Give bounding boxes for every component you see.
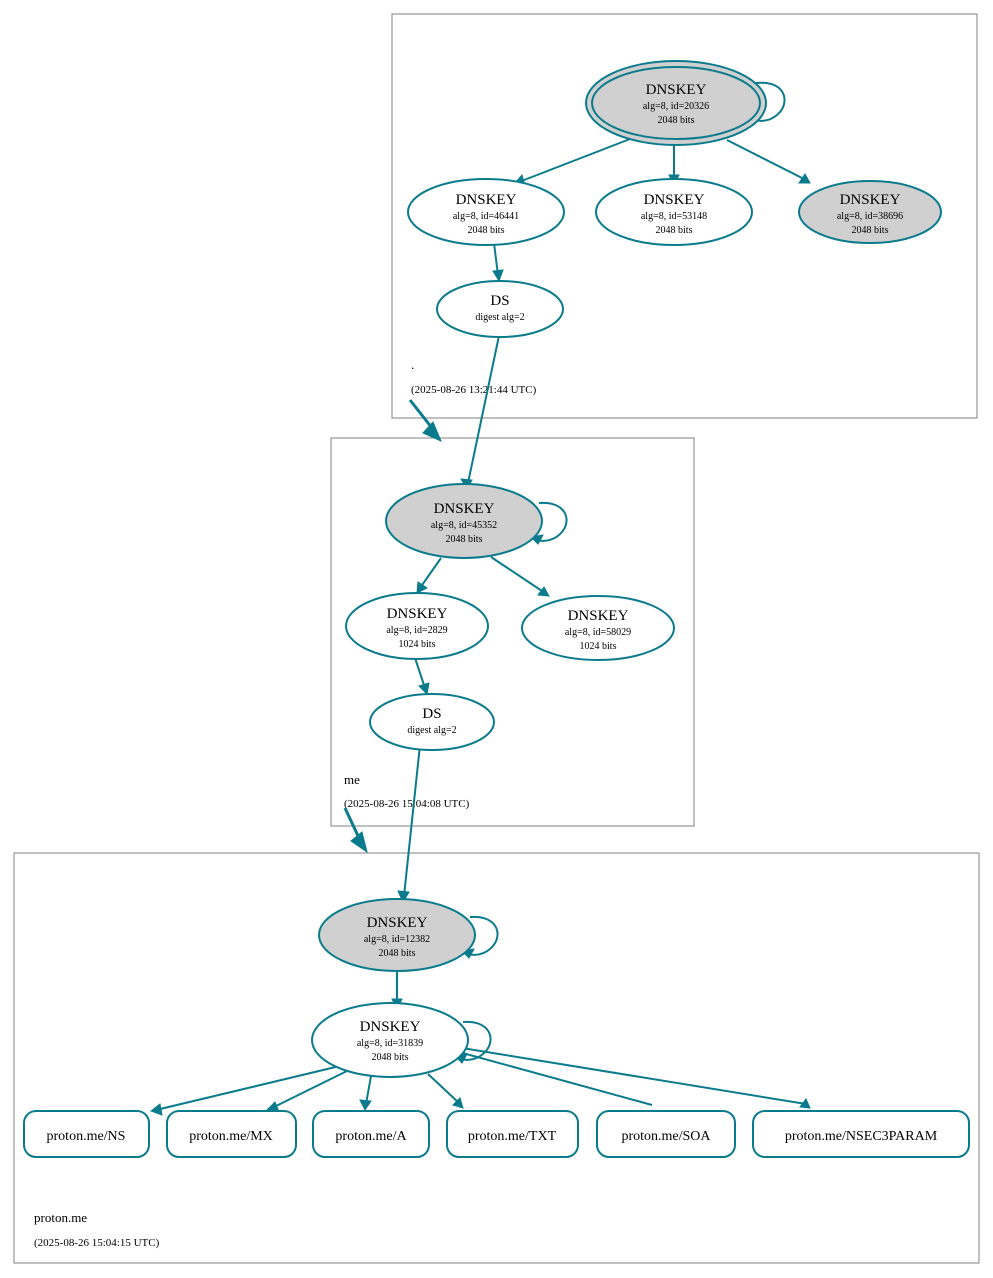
zone-box-protonme <box>14 853 979 1263</box>
zone-label-root: . <box>411 357 415 372</box>
node-me-ds[interactable] <box>370 694 494 750</box>
node-alg: alg=8, id=31839 <box>356 1038 424 1049</box>
edge-pm-zsk-to-a <box>366 1076 371 1104</box>
zone-timestamp-me: (2025-08-26 15:04:08 UTC) <box>344 798 470 810</box>
node-outline <box>370 694 494 750</box>
node-alg: alg=8, id=46441 <box>452 211 520 222</box>
edge-root-ksk-to-46441 <box>519 139 630 182</box>
node-root-dnskey-53148[interactable] <box>596 179 752 245</box>
edge-arrow-pm-zsk-to-a <box>360 1100 371 1110</box>
node-protonme-dnskey-12382[interactable] <box>319 899 475 971</box>
node-alg: alg=8, id=12382 <box>363 934 431 945</box>
edge-pm-zsk-to-txt <box>428 1074 459 1103</box>
edge-pm-zsk-to-mx <box>272 1070 349 1108</box>
node-label: DNSKEY <box>567 608 629 624</box>
node-alg: digest alg=2 <box>407 725 457 736</box>
edge-arrow-root-46441-to-ds <box>493 270 503 281</box>
node-label: DS <box>490 293 510 309</box>
rrset-label: proton.me/TXT <box>467 1129 557 1144</box>
rrset-proton-me-a[interactable] <box>313 1111 429 1157</box>
rrset-label: proton.me/NS <box>46 1129 126 1144</box>
rrset-proton-me-ns[interactable] <box>24 1111 149 1157</box>
edge-root-ds-to-me-ksk <box>468 331 500 483</box>
node-alg: alg=8, id=53148 <box>640 211 708 222</box>
node-protonme-dnskey-31839[interactable] <box>312 1003 468 1077</box>
rrset-label: proton.me/NSEC3PARAM <box>784 1129 938 1144</box>
node-bits: 1024 bits <box>579 641 617 652</box>
node-bits: 2048 bits <box>378 948 416 959</box>
node-alg: alg=8, id=45352 <box>430 520 498 531</box>
edge-pm-nsec3param-to-zsk <box>462 1048 806 1104</box>
zone-timestamp-root: (2025-08-26 13:21:44 UTC) <box>411 384 537 396</box>
rrset-label: proton.me/SOA <box>621 1129 711 1144</box>
rrset-proton-me-nsec3param[interactable] <box>753 1111 969 1157</box>
edge-me-ds-to-pm-ksk <box>404 745 420 896</box>
edge-me-ksk-to-58029 <box>491 557 545 593</box>
edge-pm-zsk-to-ns <box>156 1065 344 1110</box>
node-label: DNSKEY <box>359 1019 421 1035</box>
node-alg: alg=8, id=2829 <box>386 625 448 636</box>
node-root-dnskey-38696[interactable] <box>799 181 941 243</box>
node-alg: digest alg=2 <box>475 312 525 323</box>
node-label: DNSKEY <box>366 915 428 931</box>
zone-link-arrow-me-to-protonme <box>351 832 367 852</box>
node-label: DNSKEY <box>433 501 495 517</box>
node-bits: 2048 bits <box>467 225 505 236</box>
rrset-label: proton.me/A <box>335 1129 407 1144</box>
node-alg: alg=8, id=38696 <box>836 211 904 222</box>
node-label: DNSKEY <box>643 192 705 208</box>
node-root-dnskey-46441[interactable] <box>408 179 564 245</box>
node-alg: alg=8, id=58029 <box>564 627 632 638</box>
node-label: DNSKEY <box>839 192 901 208</box>
edge-me-ksk-to-2829 <box>420 558 441 588</box>
node-me-dnskey-2829[interactable] <box>346 593 488 659</box>
node-root-dnskey-20326[interactable] <box>586 61 766 145</box>
rrset-proton-me-soa[interactable] <box>597 1111 735 1157</box>
node-bits: 2048 bits <box>445 534 483 545</box>
edge-pm-soa-to-zsk <box>459 1052 652 1105</box>
node-outline <box>437 281 563 337</box>
edge-arrow-pm-zsk-to-ns <box>151 1104 162 1115</box>
zone-label-protonme: proton.me <box>34 1210 88 1225</box>
node-me-dnskey-45352[interactable] <box>386 484 542 558</box>
zone-link-me-to-protonme <box>345 808 359 838</box>
edge-root-ksk-to-38696 <box>727 140 806 180</box>
node-bits: 1024 bits <box>398 639 436 650</box>
rrset-label: proton.me/MX <box>189 1129 273 1144</box>
node-bits: 2048 bits <box>655 225 693 236</box>
node-bits: 2048 bits <box>371 1052 409 1063</box>
zone-link-root-to-me <box>410 400 432 428</box>
zone-label-me: me <box>344 772 360 787</box>
node-label: DNSKEY <box>386 606 448 622</box>
node-me-dnskey-58029[interactable] <box>522 596 674 660</box>
node-root-ds[interactable] <box>437 281 563 337</box>
node-bits: 2048 bits <box>851 225 889 236</box>
zone-timestamp-protonme: (2025-08-26 15:04:15 UTC) <box>34 1237 160 1249</box>
node-alg: alg=8, id=20326 <box>642 101 710 112</box>
rrset-proton-me-mx[interactable] <box>167 1111 296 1157</box>
edge-arrow-me-2829-to-ds <box>419 683 429 694</box>
rrset-proton-me-txt[interactable] <box>447 1111 578 1157</box>
edge-arrow-root-ksk-to-38696 <box>799 174 810 183</box>
node-label: DNSKEY <box>645 82 707 98</box>
node-bits: 2048 bits <box>657 115 695 126</box>
node-label: DS <box>422 706 442 722</box>
node-label: DNSKEY <box>455 192 517 208</box>
